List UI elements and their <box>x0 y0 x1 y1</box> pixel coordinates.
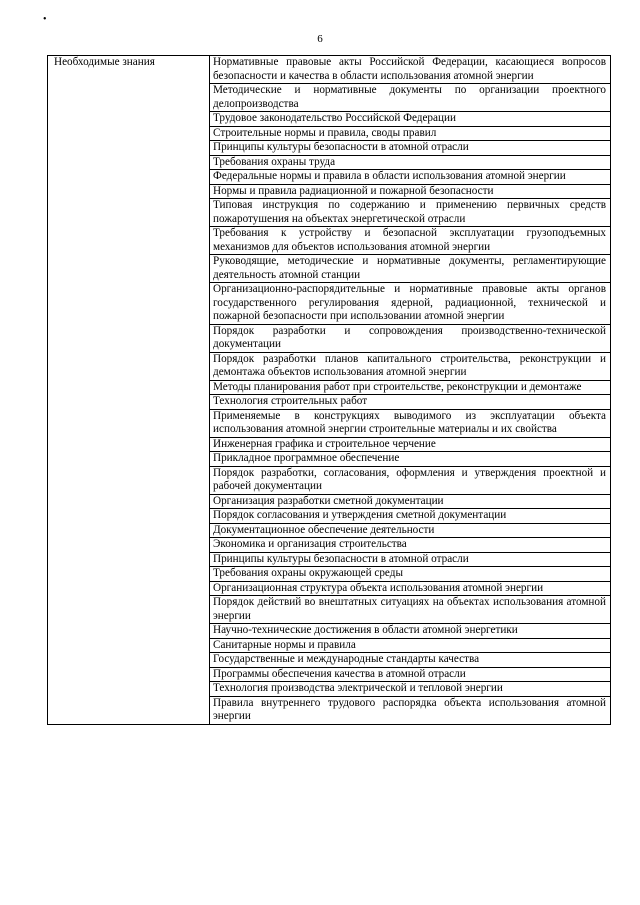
knowledge-item: Порядок разработки и сопровождения производственно-технической документации <box>210 324 611 352</box>
knowledge-item: Государственные и международные стандарты качества <box>210 653 611 668</box>
knowledge-item: Федеральные нормы и правила в области использования атомной энергии <box>210 170 611 185</box>
knowledge-item: Строительные нормы и правила, своды правил <box>210 126 611 141</box>
knowledge-item: Трудовое законодательство Российской Федерации <box>210 112 611 127</box>
knowledge-item: Руководящие, методические и нормативные документы, регламентирующие деятельность атомной станции <box>210 255 611 283</box>
section-label: Необходимые знания <box>48 56 210 725</box>
knowledge-item: Принципы культуры безопасности в атомной отрасли <box>210 552 611 567</box>
knowledge-item: Технология строительных работ <box>210 395 611 410</box>
knowledge-item: Программы обеспечения качества в атомной отрасли <box>210 667 611 682</box>
knowledge-item: Документационное обеспечение деятельности <box>210 523 611 538</box>
knowledge-item: Принципы культуры безопасности в атомной отрасли <box>210 141 611 156</box>
knowledge-item: Технология производства электрической и тепловой энергии <box>210 682 611 697</box>
knowledge-item: Нормы и правила радиационной и пожарной безопасности <box>210 184 611 199</box>
knowledge-item: Научно-технические достижения в области атомной энергетики <box>210 624 611 639</box>
knowledge-item: Порядок действий во внештатных ситуациях на объектах использования атомной энергии <box>210 596 611 624</box>
knowledge-item: Методические и нормативные документы по организации проектного делопроизводства <box>210 84 611 112</box>
knowledge-item: Инженерная графика и строительное черчение <box>210 437 611 452</box>
table-row <box>48 56 611 84</box>
knowledge-item: Порядок разработки планов капитального строительства, реконструкции и демонтажа объектов использования атомной энергии <box>210 352 611 380</box>
knowledge-item: Прикладное программное обеспечение <box>210 452 611 467</box>
page-number: 6 <box>317 33 323 45</box>
knowledge-item: Порядок согласования и утверждения сметной документации <box>210 509 611 524</box>
knowledge-table <box>47 55 611 725</box>
knowledge-item: Требования охраны труда <box>210 155 611 170</box>
knowledge-item: Организационная структура объекта использования атомной энергии <box>210 581 611 596</box>
knowledge-table-body <box>48 56 611 725</box>
knowledge-item: Применяемые в конструкциях выводимого из эксплуатации объекта использования атомной энергии строительные материалы и их свойства <box>210 409 611 437</box>
knowledge-item: Требования к устройству и безопасной эксплуатации грузоподъемных механизмов для объектов использования атомной энергии <box>210 227 611 255</box>
knowledge-item: Методы планирования работ при строительстве, реконструкции и демонтаже <box>210 380 611 395</box>
knowledge-item: Экономика и организация строительства <box>210 538 611 553</box>
knowledge-item: Нормативные правовые акты Российской Федерации, касающиеся вопросов безопасности и качества в области использования атомной энергии <box>210 56 611 84</box>
knowledge-item: Санитарные нормы и правила <box>210 638 611 653</box>
knowledge-item: Требования охраны окружающей среды <box>210 567 611 582</box>
knowledge-item: Организация разработки сметной документации <box>210 494 611 509</box>
knowledge-item: Порядок разработки, согласования, оформления и утверждения проектной и рабочей документации <box>210 466 611 494</box>
page-mark: • <box>43 14 47 25</box>
knowledge-item: Организационно-распорядительные и нормативные правовые акты органов государственного регулирования ядерной, радиационной, технической и пожарной безопасности при использовании атомной энергии <box>210 283 611 325</box>
knowledge-item: Правила внутреннего трудового распорядка объекта использования атомной энергии <box>210 696 611 724</box>
knowledge-item: Типовая инструкция по содержанию и применению первичных средств пожаротушения на объектах энергетической отрасли <box>210 199 611 227</box>
